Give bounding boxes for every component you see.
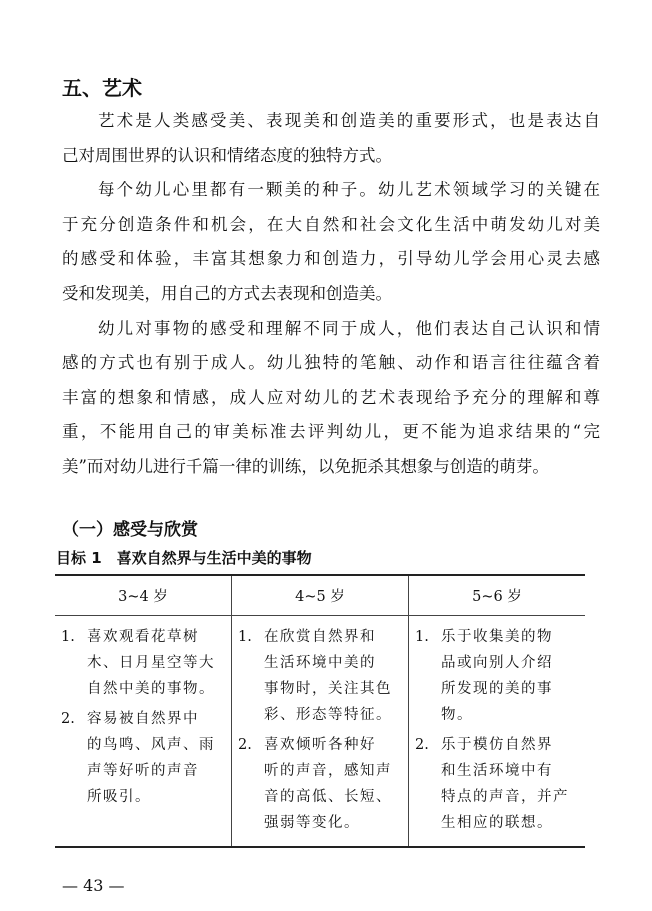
body-text (62, 104, 600, 485)
item-text-line: 所发现的美的事 (441, 681, 553, 697)
item-number: 2. (237, 737, 252, 753)
item-text-line: 木、日月星空等大 (87, 655, 215, 671)
paragraph-line: 受和发现美，用自己的方式去表现和创造美。 (62, 283, 392, 303)
page-number: — 43 — (62, 876, 125, 895)
paragraph-line: 美”而对幼儿进行千篇一律的训练，以免扼杀其想象与创造的萌芽。 (62, 456, 549, 476)
item-text-line: 物。 (441, 707, 473, 723)
list-item (238, 624, 402, 728)
item-number: 2. (415, 737, 429, 753)
paragraph (62, 104, 600, 173)
item-text-line: 和生活环境中有 (441, 763, 553, 779)
item-text-line: 所吸引。 (87, 789, 151, 805)
item-text-line: 彩、形态等特征。 (263, 707, 392, 723)
item-number: 1. (61, 629, 75, 645)
goal-title: 目标 1 喜欢自然界与生活中美的事物 (56, 549, 312, 567)
list-item (61, 706, 225, 810)
item-text-line: 生相应的联想。 (441, 815, 553, 831)
column-header: 3~4 岁 (55, 575, 231, 616)
table-cell (231, 616, 408, 848)
list-item (415, 732, 579, 836)
item-text-line: 事物时，关注其色 (263, 681, 392, 697)
table-cell (409, 616, 586, 848)
column-header: 4~5 岁 (231, 575, 408, 616)
item-text-line: 乐于收集美的物 (441, 629, 553, 645)
section-heading: 五、艺术 (62, 76, 142, 100)
list-item (238, 732, 402, 836)
item-text-line: 的鸟鸣、风声、雨 (87, 737, 215, 753)
item-number: 1. (237, 629, 252, 645)
paragraph-line: 的感受和体验，丰富其想象力和创造力，引导幼儿学会用心灵去感 (62, 249, 600, 269)
paragraph-line: 艺术是人类感受美、表现美和创造美的重要形式，也是表达自 (98, 111, 600, 130)
column-header: 5~6 岁 (409, 575, 586, 616)
item-text-line: 乐于模仿自然界 (441, 737, 553, 753)
item-text-line: 音的高低、长短、 (263, 789, 392, 805)
paragraph-line: 每个幼儿心里都有一颗美的种子。幼儿艺术领域学习的关键在 (98, 180, 600, 200)
item-text-line: 容易被自然界中 (87, 711, 199, 727)
paragraph (62, 312, 600, 485)
item-text-line: 喜欢倾听各种好 (263, 737, 376, 753)
list-item (415, 624, 579, 728)
item-number: 1. (415, 629, 429, 645)
subsection-heading: （一）感受与欣赏 (62, 520, 198, 540)
item-text-line: 特点的声音，并产 (441, 789, 569, 805)
item-text-line: 声等好听的声音 (87, 763, 199, 779)
table-cell (55, 616, 231, 848)
paragraph-line: 丰富的想象和情感，成人应对幼儿的艺术表现给予充分的理解和尊 (62, 387, 600, 407)
paragraph-line: 感的方式也有别于成人。幼儿独特的笔触、动作和语言往往蕴含着 (62, 353, 600, 373)
paragraph-line: 幼儿对事物的感受和理解不同于成人，他们表达自己认识和情 (98, 318, 600, 338)
item-text-line: 听的声音，感知声 (263, 763, 392, 779)
item-text-line: 自然中美的事物。 (87, 681, 215, 697)
list-item (61, 624, 225, 702)
item-number: 2. (61, 711, 75, 727)
paragraph-line: 于充分创造条件和机会，在大自然和社会文化生活中萌发幼儿对美 (62, 214, 600, 234)
paragraph-line: 己对周围世界的认识和情绪态度的独特方式。 (62, 145, 392, 165)
item-text-line: 喜欢观看花草树 (87, 629, 199, 645)
item-text-line: 品或向别人介绍 (441, 655, 553, 671)
paragraph (62, 173, 600, 311)
goal-table (55, 574, 585, 848)
item-text-line: 生活环境中美的 (263, 655, 376, 671)
item-text-line: 在欣赏自然界和 (263, 629, 376, 645)
paragraph-line: 重，不能用自己的审美标准去评判幼儿，更不能为追求结果的“完 (62, 422, 600, 442)
item-text-line: 强弱等变化。 (263, 815, 360, 831)
